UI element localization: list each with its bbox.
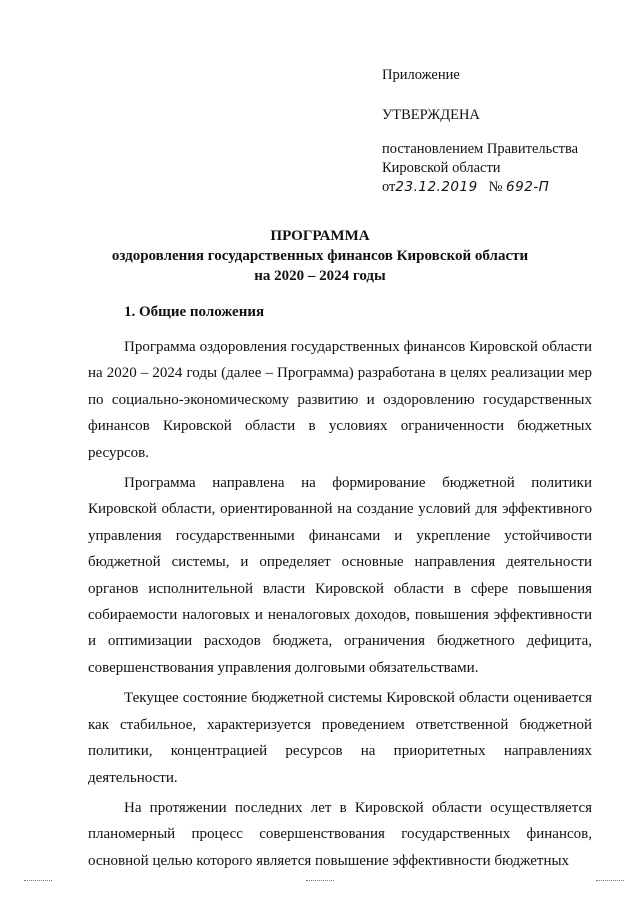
number-prefix: № <box>488 179 503 195</box>
paragraph-3: Текущее состояние бюджетной системы Кировской области оценивается как стабильное, характеризуется проведением ответственной бюджетной политики, концентрацией ресурсов на приоритетных направлениях деятельности. <box>88 690 592 786</box>
date-prefix: от <box>382 179 396 195</box>
attachment-label: Приложение <box>382 67 460 83</box>
paragraph-1: Программа оздоровления государственных финансов Кировской области на 2020 – 2024 годы (далее – Программа) разработана в целях реализации мер по социально-экономическому развитию и оздоровлению государственных финансов Кировской области в условиях ограниченности бюджетных ресурсов. <box>88 339 592 461</box>
scan-mark-center <box>306 880 334 881</box>
paragraph-4: На протяжении последних лет в Кировской области осуществляется планомерный процесс совершенствования государственных финансов, основной целью которого является повышение эффективности бюджетных <box>88 799 592 869</box>
approval-date-number <box>382 178 578 197</box>
paragraph-2: Программа направлена на формирование бюджетной политики Кировской области, ориентированной на создание условий для эффективного управления государственными финансами и укрепление устойчивости бюджетной системы, и определяет основные направления деятельности органов исполнительной власти Кировской области в сфере повышения собираемости налоговых и неналоговых доходов, повышения эффективности и оптимизации расходов бюджета, ограничения бюджетного дефицита, совершенствования управления долговыми обязательствами. <box>88 475 592 676</box>
handwritten-number: 692-П <box>506 179 550 195</box>
title-line-1: ПРОГРАММА <box>270 228 370 244</box>
approval-authority-line1: постановлением Правительства <box>382 141 579 157</box>
body-text <box>88 334 592 878</box>
approval-authority-line2: Кировской области <box>382 160 501 176</box>
handwritten-date: 23.12.2019 <box>395 179 478 195</box>
approved-label: УТВЕРЖДЕНА <box>382 107 480 123</box>
approval-authority <box>382 140 578 197</box>
title-line-2: оздоровления государственных финансов Кировской области <box>111 248 529 264</box>
scan-mark-right <box>596 880 624 881</box>
title-line-3: на 2020 – 2024 годы <box>254 268 386 284</box>
document-title <box>0 226 640 286</box>
section-heading: 1. Общие положения <box>124 304 265 320</box>
scan-mark-left <box>24 880 52 881</box>
